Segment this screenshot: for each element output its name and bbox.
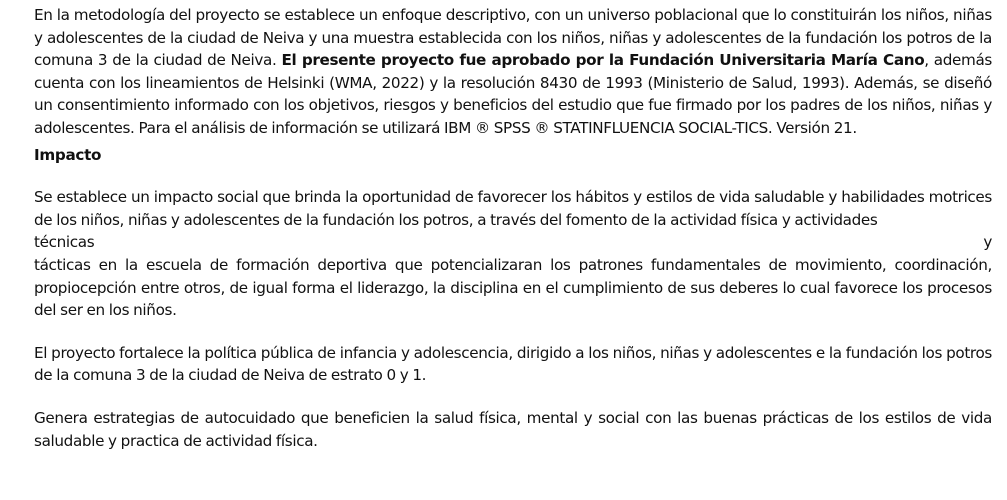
spacer <box>34 387 992 407</box>
methodology-paragraph <box>34 4 992 140</box>
impact-paragraph-2: El proyecto fortalece la política pública de infancia y adolescencia, dirigido a los niños, niñas y adolescentes e la fundación los potros de la comuna 3 de la ciudad de Neiva de estrato 0 y 1. <box>34 343 992 385</box>
methodology-text: En la metodología del proyecto se establece un enfoque descriptivo, con un universo poblacional que lo constituirán los niños, niñas y adolescentes de la ciudad de Neiva y una muestra establecida con los niños, niñas y adolescentes de la fundación los potros de la comuna 3 de la ciudad de Neiva. <box>34 6 992 70</box>
word-y: y <box>983 233 992 252</box>
impact-paragraph-1-split-line <box>34 231 992 254</box>
impact-paragraph-1 <box>34 186 992 322</box>
section-heading-impacto: Impacto <box>34 145 102 164</box>
spacer <box>34 166 992 186</box>
methodology-text-continued: , además cuenta con los lineamientos de Helsinki (WMA, 2022) y la resolución 8430 de 1993 (Ministerio de Salud, 1993). Además, se diseñó un consentimiento informado con los objetivos, riesgos y beneficios del estudio que fue firmado por los padres de los niños, niñas y adolescentes. Para el análisis de información se utilizará IBM ® SPSS ® STATINFLUENCIA SOCIAL-TICS. Versión 21. <box>34 51 992 137</box>
spacer <box>34 322 992 342</box>
impact-paragraph-1-continued: tácticas en la escuela de formación deportiva que potencializaran los patrones fundamentales de movimiento, coordinación, propiocepción entre otros, de igual forma el liderazgo, la disciplina en el cumplimiento de sus deberes lo cual favorece los procesos del ser en los niños. <box>34 255 992 320</box>
document-page <box>34 4 992 452</box>
impact-paragraph-3: Genera estrategias de autocuidado que beneficien la salud física, mental y social con las buenas prácticas de los estilos de vida saludable y practica de actividad física. <box>34 408 992 450</box>
impact-paragraph-1-lines: Se establece un impacto social que brinda la oportunidad de favorecer los hábitos y estilos de vida saludable y habilidades motrices de los niños, niñas y adolescentes de la fundación los potros, a través del fomento de la actividad física y actividades <box>34 188 992 229</box>
word-tecnicas: técnicas <box>34 233 95 252</box>
approval-statement: El presente proyecto fue aprobado por la Fundación Universitaria María Cano <box>281 51 925 70</box>
